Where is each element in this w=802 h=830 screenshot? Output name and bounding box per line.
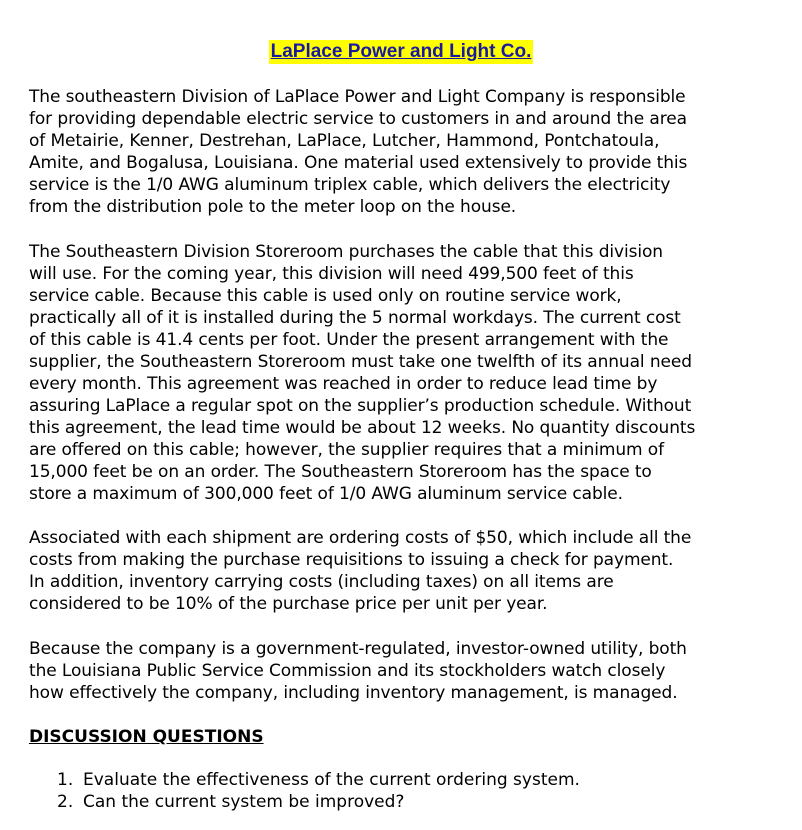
paragraph-costs — [29, 527, 764, 615]
paragraph-line: store a maximum of 300,000 feet of 1/0 AWG aluminum service cable. — [29, 484, 623, 504]
paragraph-line: for providing dependable electric service to customers in and around the area — [29, 109, 687, 129]
paragraph-line: The Southeastern Division Storeroom purchases the cable that this division — [29, 242, 663, 262]
paragraph-line: costs from making the purchase requisitions to issuing a check for payment. — [29, 550, 674, 570]
paragraph-storeroom — [29, 241, 764, 505]
paragraph-regulation — [29, 638, 764, 704]
discussion-questions-list — [29, 769, 580, 813]
document-title: LaPlace Power and Light Co. — [270, 41, 532, 62]
paragraph-line: Associated with each shipment are ordering costs of $50, which include all the — [29, 528, 692, 548]
question-text: Can the current system be improved? — [83, 792, 405, 812]
paragraph-line: every month. This agreement was reached in order to reduce lead time by — [29, 374, 658, 394]
paragraph-line: service is the 1/0 AWG aluminum triplex cable, which delivers the electricity — [29, 175, 671, 195]
paragraph-line: supplier, the Southeastern Storeroom must take one twelfth of its annual need — [29, 352, 692, 372]
paragraph-line: The southeastern Division of LaPlace Power and Light Company is responsible — [29, 87, 686, 107]
list-item — [29, 769, 580, 791]
discussion-heading: DISCUSSION QUESTIONS — [29, 727, 264, 747]
paragraph-line: of this cable is 41.4 cents per foot. Under the present arrangement with the — [29, 330, 669, 350]
paragraph-service-area — [29, 86, 764, 218]
paragraph-line: of Metairie, Kenner, Destrehan, LaPlace, Lutcher, Hammond, Pontchatoula, — [29, 131, 660, 151]
paragraph-line: practically all of it is installed during the 5 normal workdays. The current cost — [29, 308, 681, 328]
paragraph-line: from the distribution pole to the meter loop on the house. — [29, 197, 517, 217]
paragraph-line: will use. For the coming year, this division will need 499,500 feet of this — [29, 264, 634, 284]
paragraph-line: this agreement, the lead time would be about 12 weeks. No quantity discounts — [29, 418, 696, 438]
paragraph-line: considered to be 10% of the purchase price per unit per year. — [29, 594, 548, 614]
paragraph-line: how effectively the company, including inventory management, is managed. — [29, 683, 678, 703]
paragraph-line: are offered on this cable; however, the supplier requires that a minimum of — [29, 440, 664, 460]
paragraph-line: the Louisiana Public Service Commission and its stockholders watch closely — [29, 661, 666, 681]
paragraph-line: In addition, inventory carrying costs (including taxes) on all items are — [29, 572, 614, 592]
list-item — [29, 791, 580, 813]
title-container — [0, 40, 802, 64]
paragraph-line: Amite, and Bogalusa, Louisiana. One material used extensively to provide this — [29, 153, 688, 173]
paragraph-line: assuring LaPlace a regular spot on the supplier’s production schedule. Without — [29, 396, 692, 416]
question-text: Evaluate the effectiveness of the current ordering system. — [83, 770, 580, 790]
paragraph-line: Because the company is a government-regulated, investor-owned utility, both — [29, 639, 687, 659]
paragraph-line: service cable. Because this cable is used only on routine service work, — [29, 286, 622, 306]
paragraph-line: 15,000 feet be on an order. The Southeastern Storeroom has the space to — [29, 462, 652, 482]
question-number: 1. — [57, 770, 74, 790]
question-number: 2. — [57, 792, 74, 812]
